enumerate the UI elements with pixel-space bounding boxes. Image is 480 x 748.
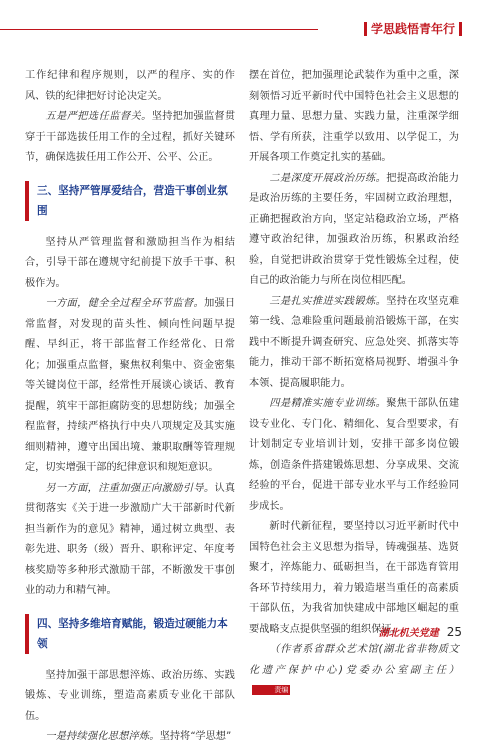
page-header [0,18,480,42]
column-tag [364,20,462,37]
paragraph [25,727,235,748]
page-number: 25 [446,625,462,639]
column-tag-bar-left [364,22,367,36]
paragraph [25,294,235,479]
paragraph [25,107,235,169]
paragraph-body: 坚持在攻坚克难第一线、急难险重问题最前沿锻炼干部，在实践中不断提升调查研究、应急处突、抓落实等能力，推动干部不断拓宽格局视野、增强斗争本领、提高履职能力。 [249,295,460,389]
paragraph [249,394,459,517]
left-column [25,66,235,748]
paragraph: 工作纪律和程序规则，以严的程序、实的作风、铁的纪律把好讨论决定关。 [25,70,235,102]
header-rule [0,29,318,30]
paragraph: 坚持从严管理监督和激励担当作为相结合，引导干部在遵规守纪前提下放手干事、积极作为。 [25,236,235,289]
paragraph-lead: 另一方面，注重加强正向激励引导。 [45,482,215,494]
column-tag-text: 学思践悟青年行 [370,22,455,36]
right-column [249,66,459,702]
editor-stamp: 责编 [252,685,290,695]
paragraph-body: 把提高政治能力是政治历练的主要任务，牢固树立政治理想，正确把握政治方向，坚定站稳政治立场，严格遵守政治纪律，加强政治历练，积累政治经验，自觉把讲政治贯穿于党性锻炼全过程，使自己的政治能力与所在岗位相匹配。 [249,172,460,286]
paragraph-lead: 五是严把选任监督关。 [45,111,152,122]
paragraph-lead: 一方面，健全全过程全环节监督。 [45,298,205,309]
paragraph-lead: 四是精准实施专业训练。 [269,398,387,409]
section-heading: 三、坚持严管厚爱结合，营造干事创业氛围 [25,181,235,221]
paragraph-lead: 一是持续强化思想淬炼。 [45,731,160,742]
author-note: （作者系省群众艺术馆(湖北省非物质文化遗产保护中心)党委办公室副主任） [249,644,459,676]
paragraph-body: 坚持将“学思想” [159,731,232,742]
paragraph-lead: 三是扎实推进实践锻炼。 [269,295,387,307]
paragraph-body: 聚焦干部队伍建设专业化、专门化、精细化、复合型要求，有计划制定专业培训计划，安排干部多岗位锻炼，创造条件搭建锻炼思想、分享成果、交流经验的平台，促进干部专业水平与工作经验同步成长。 [249,398,460,512]
paragraph [249,292,459,395]
paragraph-body: 坚持把加强监督贯穿于干部选拔任用工作的全过程，抓好关键环节，确保选拔任用工作公开、公平、公正。 [25,111,236,163]
section-heading: 四、坚持多维培育赋能，锻造过硬能力本领 [25,614,235,654]
paragraph-body: 加强日常监督，对发现的苗头性、倾向性问题早提醒、早纠正，将干部监督工作经常化、日常化；加强重点监督，聚焦权利集中、资金密集等关键岗位干部，经常性开展谈心谈话、教育提醒，筑牢干部拒腐防变的思想防线；加强全程监督，持续严格执行中央八项规定及其实施细则精神，遵守出国出境、兼职取酬等管理规定，切实增强干部的纪律意识和规矩意识。 [25,298,236,473]
page-footer [379,624,462,639]
paragraph: 坚持加强干部思想淬炼、政治历练、实践锻炼、专业训练，塑造高素质专业化干部队伍。 [25,669,235,722]
paragraph-body: 认真贯彻落实《关于进一步激励广大干部新时代新担当新作为的意见》精神，通过树立典型、表彰先进、职务（级）晋升、职称评定、年度考核奖励等多种形式激励干部，不断激发干事创业的动力和精气神。 [25,482,236,596]
paragraph: 新时代新征程，要坚持以习近平新时代中国特色社会主义思想为指导，铸魂强基、选贤聚才，淬炼能力、砥砺担当，在干部选育管用各环节持续用力，着力锻造堪当重任的高素质干部队伍，为我省加快建成中部地区崛起的重要战略支点提供坚强的组织保证。 [249,521,459,635]
paragraph: 摆在首位，把加强理论武装作为重中之重，深刻领悟习近平新时代中国特色社会主义思想的真理力量、思想力量、实践力量，注重深学细悟、学有所获，注重学以致用、以学促工，为开展各项工作奠定扎实的基础。 [249,70,459,163]
paragraph [249,169,459,292]
column-tag-bar-right [459,22,462,36]
author-note-paragraph [249,640,459,702]
paragraph-lead: 二是深度开展政治历练。 [269,172,387,184]
journal-name: 湖北机关党建 [378,628,439,639]
paragraph [25,479,235,602]
